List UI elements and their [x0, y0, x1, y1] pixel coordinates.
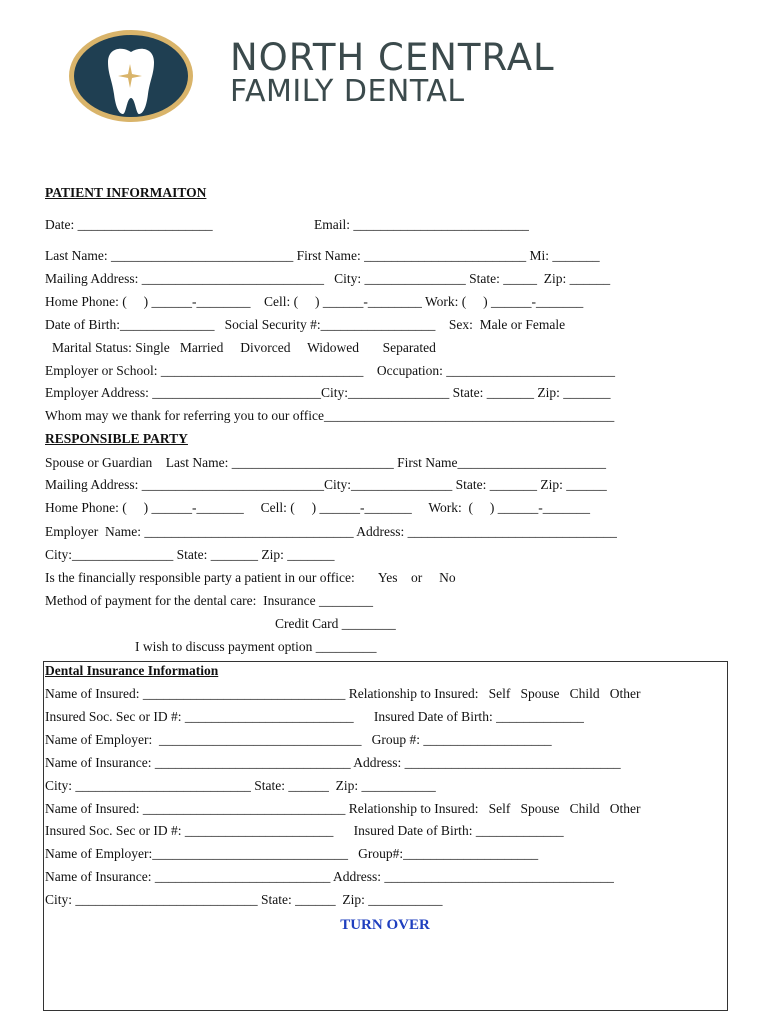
- insured-employer-row-2[interactable]: Name of Employer:_____________________________ Group#:____________________: [45, 846, 539, 861]
- referral-row[interactable]: Whom may we thank for referring you to our office___________________________________________: [45, 408, 615, 423]
- insured-id-row-2[interactable]: Insured Soc. Sec or ID #: ______________________ Insured Date of Birth: _____________: [45, 823, 564, 838]
- brand-name-line1: NORTH CENTRAL: [230, 36, 555, 79]
- dob-ssn-sex-row[interactable]: Date of Birth:______________ Social Security #:_________________ Sex: Male or Female: [45, 317, 566, 332]
- phone-row[interactable]: Home Phone: ( ) ______-________ Cell: ( ) ______-________ Work: ( ) ______-_______: [45, 294, 584, 309]
- employer-address-row[interactable]: Employer Address: _________________________City:_______________ State: _______ Zip: _______: [45, 385, 611, 400]
- guardian-city-row[interactable]: City:_______________ State: _______ Zip: _______: [45, 547, 335, 562]
- tooth-star-icon: [66, 28, 196, 124]
- insurance-name-row-2[interactable]: Name of Insurance: __________________________ Address: __________________________________: [45, 869, 614, 884]
- patient-question-row[interactable]: Is the financially responsible party a patient in our office: Yes or No: [45, 570, 456, 585]
- insured-name-row-2[interactable]: Name of Insured: ______________________________ Relationship to Insured: Self Spouse Child Other: [45, 801, 641, 816]
- insurance-city-row-2[interactable]: City: ___________________________ State: ______ Zip: ___________: [45, 892, 443, 907]
- name-row[interactable]: Last Name: ___________________________ First Name: ________________________ Mi: _______: [45, 248, 600, 263]
- payment-insurance-row[interactable]: Method of payment for the dental care: Insurance ________: [45, 593, 374, 608]
- insurance-city-row-1[interactable]: City: __________________________ State: ______ Zip: ___________: [45, 778, 436, 793]
- insured-id-row-1[interactable]: Insured Soc. Sec or ID #: _________________________ Insured Date of Birth: _____________: [45, 709, 584, 724]
- guardian-employer-row[interactable]: Employer Name: _______________________________ Address: _______________________________: [45, 524, 617, 539]
- guardian-name-row[interactable]: Spouse or Guardian Last Name: ________________________ First Name______________________: [45, 455, 606, 470]
- insurance-name-row-1[interactable]: Name of Insurance: _____________________________ Address: ________________________________: [45, 755, 621, 770]
- guardian-address-row[interactable]: Mailing Address: ___________________________City:_______________ State: _______ Zip: ______: [45, 477, 607, 492]
- guardian-phone-row[interactable]: Home Phone: ( ) ______-_______ Cell: ( ) ______-_______ Work: ( ) ______-_______: [45, 500, 590, 515]
- date-field[interactable]: Date: ____________________: [45, 217, 213, 232]
- section-title-responsible: RESPONSIBLE PARTY: [45, 431, 188, 446]
- insured-employer-row-1[interactable]: Name of Employer: ______________________________ Group #: ___________________: [45, 732, 552, 747]
- logo: [66, 28, 196, 124]
- brand-name-line2: FAMILY DENTAL: [230, 74, 465, 109]
- section-title-patient: PATIENT INFORMAITON: [45, 185, 207, 200]
- employer-row[interactable]: Employer or School: ______________________________ Occupation: _________________________: [45, 363, 615, 378]
- turn-over-label: TURN OVER: [340, 917, 430, 933]
- insured-name-row-1[interactable]: Name of Insured: ______________________________ Relationship to Insured: Self Spouse Child Other: [45, 686, 641, 701]
- mailing-address-row[interactable]: Mailing Address: ___________________________ City: _______________ State: _____ Zip: ______: [45, 271, 611, 286]
- payment-credit-row[interactable]: Credit Card ________: [275, 616, 396, 631]
- section-title-insurance: Dental Insurance Information: [45, 663, 219, 678]
- email-field[interactable]: Email: __________________________: [314, 217, 529, 232]
- marital-status-row[interactable]: Marital Status: Single Married Divorced Widowed Separated: [52, 340, 436, 355]
- payment-discuss-row[interactable]: I wish to discuss payment option _________: [135, 639, 377, 654]
